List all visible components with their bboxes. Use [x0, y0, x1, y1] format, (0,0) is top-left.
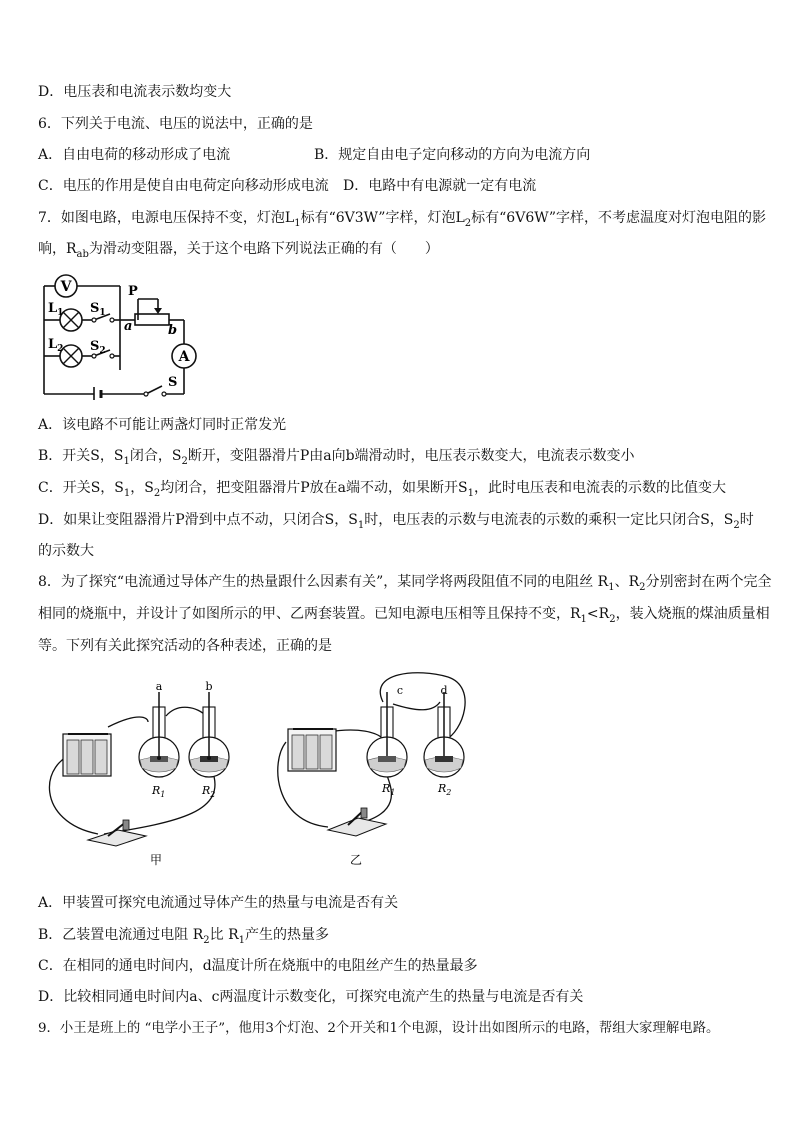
label-r1-yi: $R_1$ [382, 782, 396, 797]
q8-option-d: D．比较相同通电时间内a、c两温度计示数变化，可探究电流产生的热量与电流是否有关 [38, 989, 584, 1005]
voltmeter-label: V [60, 279, 72, 295]
q6-option-a: A．自由电荷的移动形成了电流 [38, 147, 231, 163]
label-a: a [124, 319, 133, 334]
label-s2: $S_2$ [90, 339, 106, 356]
q6-option-c: C．电压的作用是使自由电荷定向移动形成电流 [38, 178, 329, 194]
thermometer-c-label: c [396, 684, 404, 697]
label-l2: $L_2$ [48, 337, 64, 354]
q7-option-d-line1: D．如果让变阻器滑片P滑到中点不动，只闭合S，$S_1$时，电压表的示数与电流表的示数的乘积一定比只闭合S，$S_2$时 [38, 512, 754, 531]
label-b: b [168, 323, 178, 338]
label-yi: 乙 [350, 853, 363, 867]
flask-r2-jia-icon [189, 692, 229, 777]
switch-jia-icon [88, 820, 146, 846]
label-r1-jia: $R_1$ [152, 784, 166, 799]
flask-r1-yi-icon [367, 692, 407, 777]
battery-yi-icon [288, 729, 336, 771]
q8-stem-line3: 等。下列有关此探究活动的各种表述，正确的是 [38, 638, 332, 654]
label-s: S [168, 375, 178, 390]
q7-stem-line2: 响，$R_{ab}$为滑动变阻器，关于这个电路下列说法正确的有（ ） [38, 241, 439, 260]
flask-r2-yi-icon [424, 692, 464, 777]
q7-option-a: A．该电路不可能让两盏灯同时正常发光 [38, 417, 287, 433]
ammeter-label: A [178, 349, 190, 365]
q6-stem: 6．下列关于电流、电压的说法中，正确的是 [38, 116, 313, 132]
q8-option-a: A．甲装置可探究电流通过导体产生的热量与电流是否有关 [38, 895, 399, 911]
battery-jia-icon [63, 734, 111, 776]
q7-option-b: B．开关S，$S_1$闭合，$S_2$断开，变阻器滑片P由a向b端滑动时，电压表示数变大，电流表示数变小 [38, 448, 635, 467]
thermometer-b-label: b [205, 680, 213, 693]
q6-option-d: D．电路中有电源就一定有电流 [343, 178, 537, 194]
label-l1: $L_1$ [48, 301, 64, 318]
q8-stem-line1: 8．为了探究“电流通过导体产生的热量跟什么因素有关”，某同学将两段阻值不同的电阻丝 $R_1$、$R_2$分别密封在两个完全 [38, 574, 772, 593]
thermometer-a-label: a [155, 680, 163, 693]
switch-yi-icon [328, 808, 386, 836]
q7-stem-line1: 7．如图电路，电源电压保持不变，灯泡$L_1$标有“6V3W”字样，灯泡$L_2$标有“6V6W”字样，不考虑温度对灯泡电阻的影 [38, 210, 767, 229]
q6-option-b: B．规定自由电子定向移动的方向为电流方向 [314, 147, 591, 163]
q8-apparatus-diagram [38, 672, 478, 872]
q8-stem-line2: 相同的烧瓶中，并设计了如图所示的甲、乙两套装置。已知电源电压相等且保持不变，$R_1<R_2$，装入烧瓶的煤油质量相 [38, 606, 770, 625]
thermometer-d-label: d [440, 684, 448, 697]
q7-option-d-line2: 的示数大 [38, 543, 94, 559]
label-r2-yi: $R_2$ [438, 782, 452, 797]
q7-circuit-diagram [38, 268, 208, 400]
q8-option-c: C．在相同的通电时间内，d温度计所在烧瓶中的电阻丝产生的热量最多 [38, 958, 478, 974]
q7-option-c: C．开关S，$S_1$，$S_2$均闭合，把变阻器滑片P放在a端不动，如果断开$S_1$，此时电压表和电流表的示数的比值变大 [38, 480, 726, 499]
flask-r1-jia-icon [139, 692, 179, 777]
label-jia: 甲 [150, 853, 163, 867]
q8-option-b: B．乙装置电流通过电阻 $R_2$比 $R_1$产生的热量多 [38, 927, 330, 946]
label-r2-jia: $R_2$ [202, 784, 216, 799]
q9-stem: 9．小王是班上的 “电学小王子”，他用3个灯泡、2个开关和1个电源，设计出如图所示的电路，帮组大家理解电路。 [38, 1021, 720, 1036]
label-p: P [128, 284, 138, 299]
q5-option-d: D．电压表和电流表示数均变大 [38, 84, 232, 100]
label-s1: $S_1$ [90, 301, 106, 318]
